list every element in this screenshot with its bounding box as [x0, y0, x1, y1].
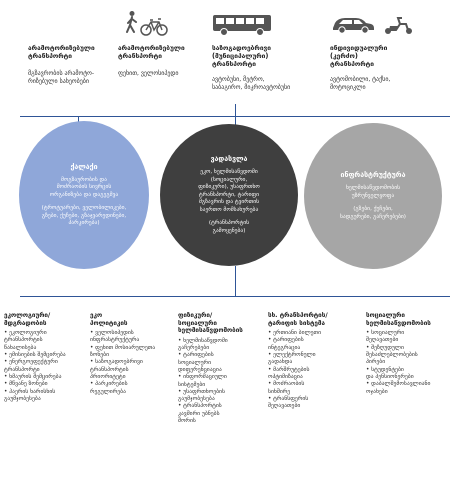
column-eco-policy-items: • ველოსიპედის ინფრასტრუქტურა • ფეხით მოსიარულეთა ზონები • საზოგადოებრივი ტრანსპორტის პრიორიტეტი • პარკირების რეგულირება: [90, 330, 156, 395]
walk-bike-icon: [124, 10, 170, 38]
top-heading-nonmotorized: არამოტორიზებული ტრანსპორტი: [118, 44, 185, 60]
column-social-access-heading: სოციალური ხელმისაწვდომობის: [366, 312, 431, 327]
circle-transition-body: ეკო, ხელმისაწვდომი (სოციალური, ფიზიკური), უსაფრთხო ტრანსპორტი, ტარიფი მგზავრის და ტვირთის საერთო მომსახურება: [198, 169, 260, 213]
bottom-connector-down: [235, 266, 236, 296]
bus-icon: [212, 12, 274, 38]
column-ecological-items: • ეკოლოგიური ტრანსპორტის წახალისება • ემისიების შემცირება • ენერგოეფექტური ტრანსპორტი • ხმაურის შემცირება • მწვანე ზონები • ჰაერის ხარისხის გაუმჯობესება: [4, 330, 66, 402]
circle-infrastructure-body: ხელმისაწვდომობის უზრუნველყოფა: [345, 185, 401, 199]
top-sub-private: ავტომობილი, ტაქსი, მოტოციკლი: [330, 76, 391, 91]
top-sub-nonmotorized: ფეხით, ველოსიპედი: [118, 70, 179, 77]
column-physical-access-items: • ხელმისაწვდომი გაჩერებები • ტარიფების სოციალური დიფერენციაცია • ინფორმაციული სისტემები • უსაფრთხოების გაუმჯობესება • ტრანსპორტის კავშირი უბნებს შორის: [178, 337, 228, 425]
circle-city-title: ქალაქი: [70, 162, 98, 171]
circle-city-note: (ტროტუარები, ველობილიკები, გზები, ქუჩები, გზაჯვარედინები, პარკირება): [41, 205, 127, 226]
column-eco-policy: [90, 312, 166, 396]
circle-city-body: მოგზაურობის და მოძრაობის სივრცის ორგანიზება და დაგეგმვა: [49, 176, 119, 198]
column-fare-system-items: • ერთიანი ბილეთი • ტარიფების ინტეგრაცია • ელექტრონული გადახდა • მარშრუტების ოპტიმიზაცია • მოძრაობის სიხშირე • ტრანსფერის შეღავათები: [268, 330, 322, 410]
circle-infrastructure: [304, 123, 442, 269]
circle-transition-title: ვადასვლა: [210, 155, 248, 163]
top-left-heading: არამოტორიზებული ტრანსპორტი: [28, 44, 95, 60]
column-fare-system: [268, 312, 360, 410]
column-physical-access: [178, 312, 266, 425]
top-sub-public: ავტობუსი, მეტრო, საბაგირო, მიკროავტობუსი: [212, 76, 291, 91]
car-scooter-icon: [330, 14, 414, 36]
column-ecological-heading: ეკოლოგიური/ მდგრადობის: [4, 312, 51, 327]
bottom-connector-line: [20, 296, 450, 297]
circle-infrastructure-title: ინფრასტრუქტურა: [340, 171, 406, 179]
circle-transition-note: (ტრანსპორტის გამოყენება): [208, 220, 250, 234]
circle-transition: [160, 124, 298, 266]
circle-infrastructure-note: (გზები, ქუჩები, სადგურები, გაჩერებები): [339, 206, 406, 220]
column-eco-policy-heading: ეკო პოლიტიკის: [90, 312, 128, 327]
column-ecological: [4, 312, 88, 403]
top-heading-public: საზოგადოებრივი (მუნიციპალური) ტრანსპორტი: [212, 44, 271, 68]
circle-city: [19, 121, 149, 269]
column-physical-access-heading: ფიზიკური/ სოციალური ხელმისაწვდომობის: [178, 312, 243, 335]
top-heading-private: ინდივიდუალური (კერძო) ტრანსპორტი: [330, 44, 388, 68]
column-fare-system-heading: სხ. ტრანსპორტის/ ტარიფის სისტემა: [268, 312, 328, 327]
column-social-access-items: • სოციალური შეღავათები • შეზღუდული შესაძლებლობების პირები • სტუდენტები და პენსიონერები • დაბალშემოსავლიანი ოჯახები: [366, 330, 431, 395]
top-left-sub: მგზავრობის არამოტო- რიზებული სახეობები: [28, 70, 95, 85]
column-social-access: [366, 312, 458, 396]
